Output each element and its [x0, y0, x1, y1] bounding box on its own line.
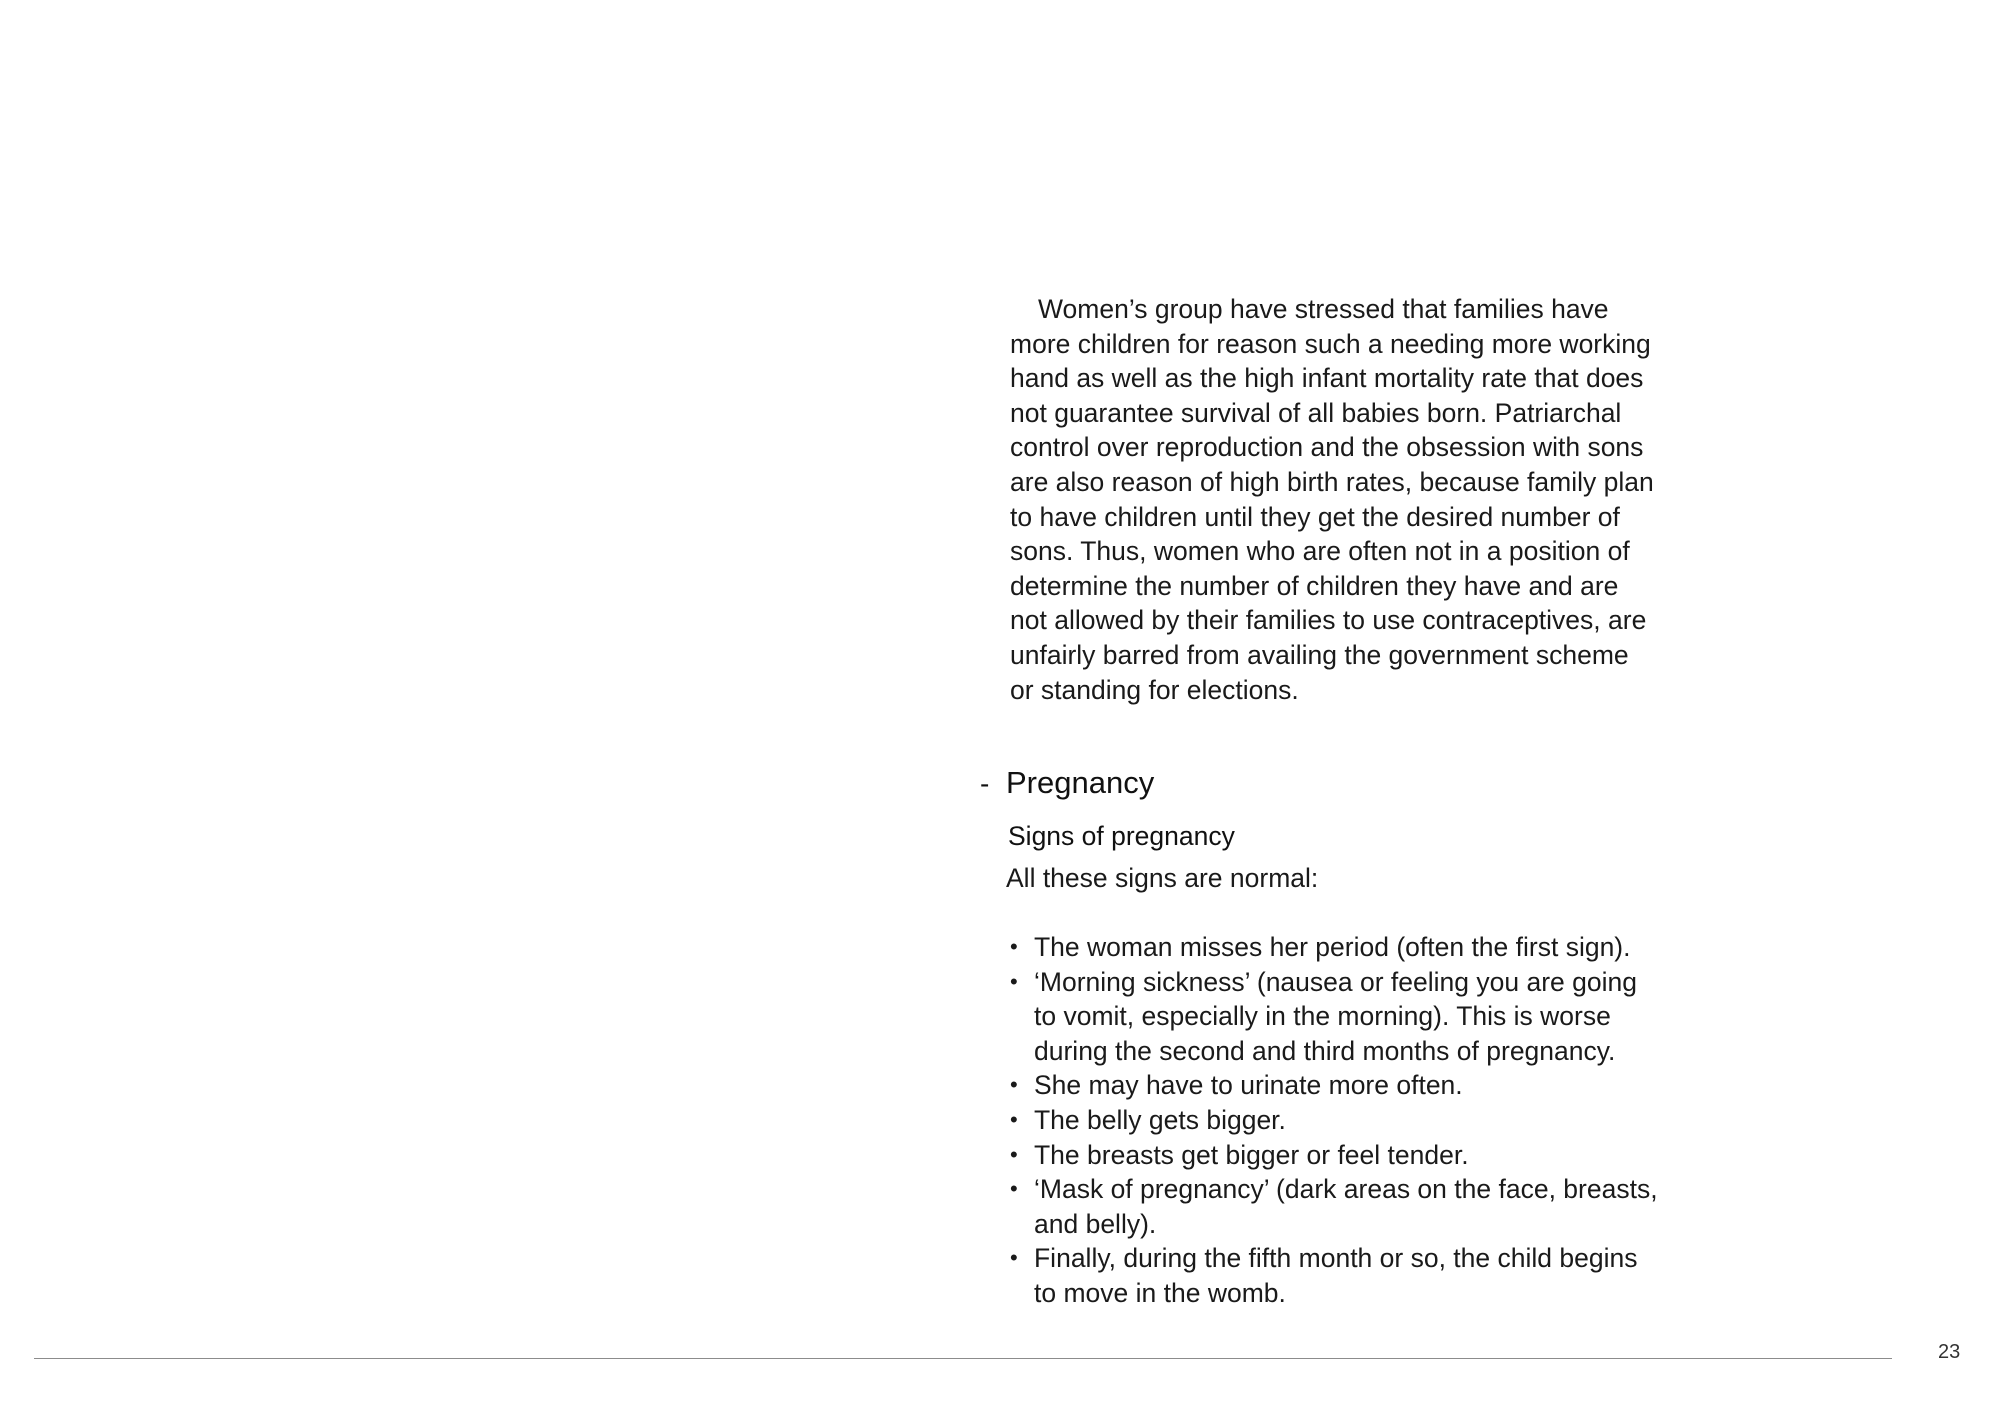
paragraph-line: control over reproduction and the obsession with sons: [1010, 432, 1644, 463]
list-item: [1006, 1138, 1706, 1173]
paragraph-line: to have children until they get the desired number of: [1010, 501, 1620, 532]
list-item-line: during the second and third months of pregnancy.: [1034, 1035, 1616, 1066]
list-item-line: to vomit, especially in the morning). This is worse: [1034, 1001, 1611, 1032]
list-item-line: The breasts get bigger or feel tender.: [1034, 1139, 1469, 1170]
intro-text: All these signs are normal:: [1006, 863, 1319, 893]
paragraph-line: not allowed by their families to use contraceptives, are: [1010, 605, 1647, 636]
bullet-dot: •: [1010, 968, 1018, 994]
bullet-dot: •: [1010, 1141, 1018, 1167]
list-item-line: The woman misses her period (often the first sign).: [1034, 932, 1631, 962]
list-item: [1006, 1103, 1706, 1138]
list-item-line: The belly gets bigger.: [1034, 1104, 1286, 1135]
page-number: 23: [1938, 1341, 1961, 1363]
paragraph-line: not guarantee survival of all babies born. Patriarchal: [1010, 397, 1622, 428]
pregnancy-section: [980, 762, 1700, 805]
list-item-line: to move in the womb.: [1034, 1277, 1286, 1308]
list-item-line: ‘Morning sickness’ (nausea or feeling you are going: [1034, 966, 1637, 997]
paragraph-line: Women’s group have stressed that families have: [1038, 294, 1609, 324]
bullet-dot: •: [1010, 934, 1018, 959]
footer-divider: [34, 1358, 1892, 1359]
signs-list: [1006, 930, 1706, 1311]
bullet-dot: •: [1010, 1176, 1018, 1202]
bullet-dot: •: [1010, 1106, 1018, 1132]
list-item-line: and belly).: [1034, 1208, 1157, 1239]
bullet-dot: •: [1010, 1072, 1018, 1098]
list-item: [1006, 1068, 1706, 1103]
section-heading-text: Pregnancy: [1006, 765, 1155, 800]
list-item-line: ‘Mask of pregnancy’ (dark areas on the face, breasts,: [1034, 1174, 1658, 1205]
subheading: Signs of pregnancy: [1008, 821, 1235, 851]
paragraph-line: unfairly barred from availing the government scheme: [1010, 639, 1629, 670]
heading-dash: -: [980, 768, 990, 799]
list-item: [1006, 1241, 1706, 1310]
bullet-dot: •: [1010, 1245, 1018, 1271]
paragraph-line: determine the number of children they have and are: [1010, 570, 1619, 601]
list-item-line: She may have to urinate more often.: [1034, 1070, 1463, 1101]
list-item: [1006, 930, 1706, 965]
list-item-line: Finally, during the fifth month or so, the child begins: [1034, 1243, 1638, 1274]
paragraph-line: more children for reason such a needing more working: [1010, 328, 1651, 359]
section-heading: [980, 762, 1700, 805]
paragraph-line: sons. Thus, women who are often not in a position of: [1010, 536, 1630, 567]
paragraph-line: are also reason of high birth rates, because family plan: [1010, 466, 1654, 497]
paragraph-line: hand as well as the high infant mortality rate that does: [1010, 363, 1644, 394]
list-item: [1006, 1172, 1706, 1241]
body-paragraph: [1010, 292, 1700, 707]
paragraph-line: or standing for elections.: [1010, 674, 1299, 705]
list-item: [1006, 965, 1706, 1069]
